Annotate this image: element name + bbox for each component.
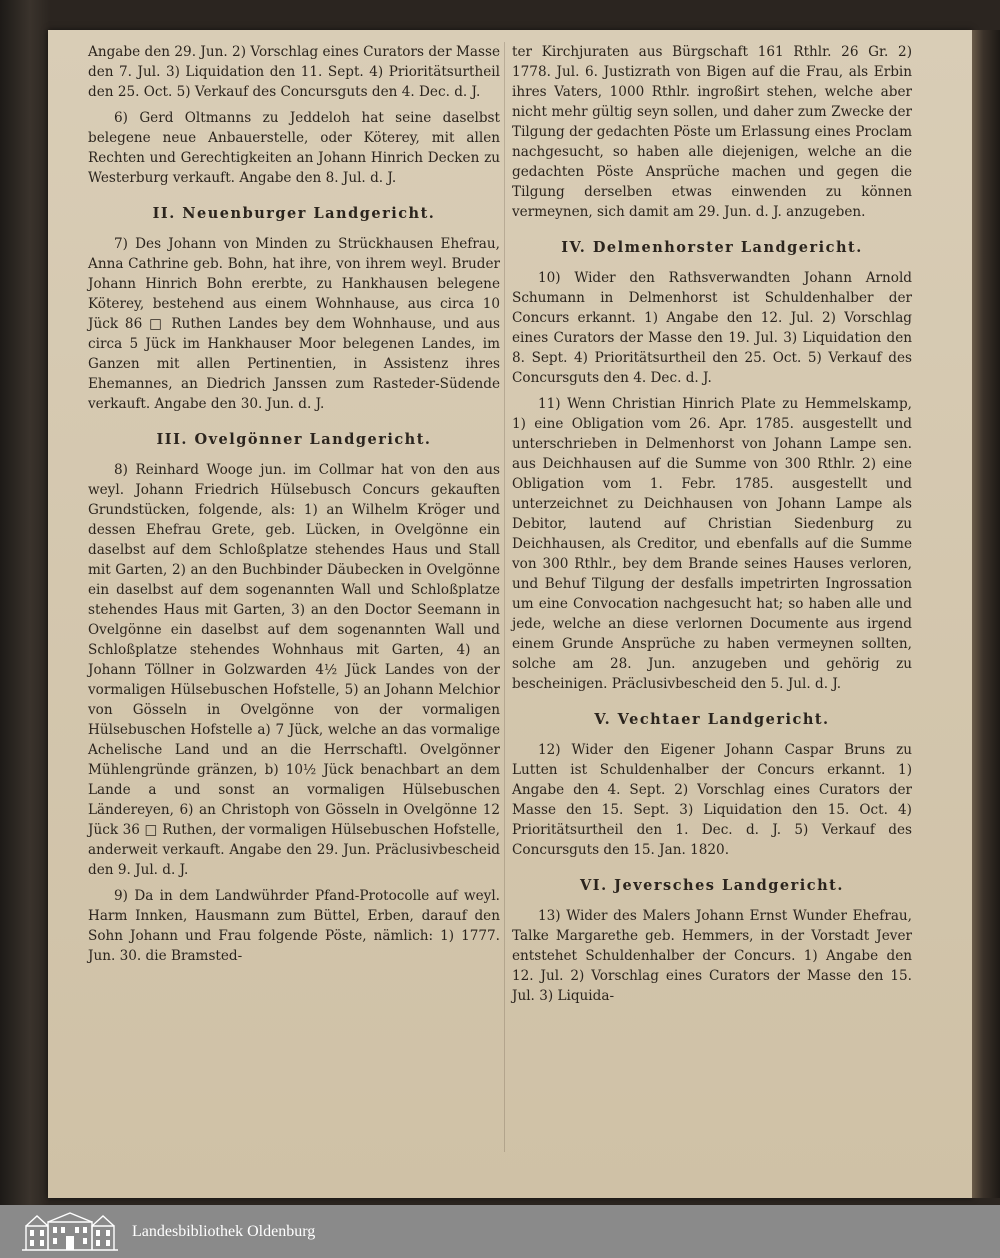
right-column xyxy=(512,42,912,1012)
paragraph: 9) Da in dem Landwührder Pfand-Protocolle auf weyl. Harm Innken, Hausmann zum Büttel, Erben, darauf den Sohn Johann und Frau folgende Pöste, nämlich: 1) 1777. Jun. 30. die Bramsted- xyxy=(88,888,500,964)
left-column xyxy=(88,42,500,972)
paragraph: 10) Wider den Rathsverwandten Johann Arnold Schumann in Delmenhorst ist Schuldenhalber der Concurs erkannt. 1) Angabe den 12. Jul. 2) Vorschlag eines Curators der Masse den 19. Jul. 3) Liquidation den 8. Sept. 4) Prioritätsurtheil den 25. Oct. 5) Verkauf des Concursguts den 4. Dec. d. J. xyxy=(512,270,912,386)
section-heading: IV. Delmenhorster Landgericht. xyxy=(561,239,863,256)
paragraph: 13) Wider des Malers Johann Ernst Wunder Ehefrau, Talke Margarethe geb. Hemmers, in der Vorstadt Jever entstehet Schuldenhalber der Concurs. 1) Angabe den 12. Jul. 2) Vorschlag eines Curators der Masse den 15. Jul. 3) Liquida- xyxy=(512,908,912,1004)
section-heading: II. Neuenburger Landgericht. xyxy=(152,205,436,222)
library-building-icon xyxy=(18,1210,122,1254)
book-spine-edge xyxy=(972,30,1000,1198)
section-heading: III. Ovelgönner Landgericht. xyxy=(156,431,432,448)
section-heading: V. Vechtaer Landgericht. xyxy=(594,711,830,728)
paragraph: ter Kirchjuraten aus Bürgschaft 161 Rthlr. 26 Gr. 2) 1778. Jul. 6. Justizrath von Bigen auf die Frau, als Erbin ihres Vaters, 1000 Rthlr. ingroßirt stehen, welche aber nicht mehr gültig seyn sollen, und daher zum Zwecke der Tilgung der gedachten Pöste um Erlassung eines Proclam nachgesucht, so haben alle diejenigen, welche an die gedachten Pöste Ansprüche machen und gegen die Tilgung derselben etwas einwenden zu können vermeynen, sich damit am 29. Jun. d. J. anzugeben. xyxy=(512,44,912,220)
paragraph: 11) Wenn Christian Hinrich Plate zu Hemmelskamp, 1) eine Obligation vom 26. Apr. 1785. ausgestellt und unterschrieben in Delmenhorst von Johann Lampe sen. aus Deichhausen auf die Summe von 300 Rthlr. 2) eine Obligation vom 1. Febr. 1785. ausgestellt und unterzeichnet zu Deichhausen von Johann Lampe als Debitor, lautend auf Christian Siedenburg zu Deichhausen, als Creditor, und ebenfalls auf die Summe von 300 Rthlr., bey dem Brande seines Hauses verloren, und Behuf Tilgung der desfalls impetrirten Ingrossation um eine Convocation nachgesucht hat; so haben alle und jede, welche an diese verlornen Documente aus irgend einem Grunde Ansprüche zu haben vermeynen sollten, solche am 28. Jun. anzugeben und gehörig zu bescheinigen. Präclusivbescheid den 5. Jul. d. J. xyxy=(512,396,912,692)
section-heading: VI. Jeversches Landgericht. xyxy=(580,877,844,894)
paragraph: 6) Gerd Oltmanns zu Jeddeloh hat seine daselbst belegene neue Anbauerstelle, oder Köterey, mit allen Rechten und Gerechtigkeiten an Johann Hinrich Decken zu Westerburg verkauft. Angabe den 8. Jul. d. J. xyxy=(88,110,500,186)
paragraph: 8) Reinhard Wooge jun. im Collmar hat von den aus weyl. Johann Friedrich Hülsebusch Concurs gekauften Grundstücken, folgende, als: 1) an Wilhelm Kröger und dessen Ehefrau Grete, geb. Lücken, in Ovelgönne ein daselbst auf dem Schloßplatze stehendes Haus und Stall mit Garten, 2) an den Buchbinder Däubecken in Ovelgönne ein daselbst auf dem sogenannten Wall und Schloßplatze stehendes Haus mit Garten, 3) an den Doctor Seemann in Ovelgönne ein daselbst auf dem sogenannten Wall und Schloßplatze stehendes Wohnhaus mit Garten, 4) an Johann Töllner in Golzwarden 4½ Jück Landes von der vormaligen Hülsebuschen Hofstelle, 5) an Johann Melchior von Gösseln in Ovelgönne von der vormaligen Hülsebuschen Hofstelle a) 7 Jück, welche an das vormalige Achelische Land und an die Herrschaftl. Ovelgönner Mühlengründe gränzen, b) 10½ Jück benachbart an dem Lande a und sonst an vormaligen Hülsebuschen Ländereyen, 6) an Christoph von Gösseln in Ovelgönne 12 Jück 36 □ Ruthen, der vormaligen Hülsebuschen Hofstelle, anderweit verkauft. Angabe den 29. Jun. Präclusivbescheid den 9. Jul. d. J. xyxy=(88,462,500,878)
column-divider xyxy=(504,42,505,1152)
paragraph: Angabe den 29. Jun. 2) Vorschlag eines Curators der Masse den 7. Jul. 3) Liquidation den 11. Sept. 4) Prioritätsurtheil den 25. Oct. 5) Verkauf des Concursguts den 4. Dec. d. J. xyxy=(88,44,500,100)
library-name: Landesbibliothek Oldenburg xyxy=(132,1222,316,1240)
paragraph: 7) Des Johann von Minden zu Strückhausen Ehefrau, Anna Cathrine geb. Bohn, hat ihre, von ihrem weyl. Bruder Johann Hinrich Bohn ererbte, zu Hankhausen belegene Köterey, bestehend aus einem Wohnhause, aus circa 10 Jück 86 □ Ruthen Landes bey dem Wohnhause, und aus circa 5 Jück im Hankhauser Moor belegenen Landes, im Ganzen mit allen Pertinentien, in Assistenz ihres Ehemannes, an Diedrich Janssen zum Rasteder-Südende verkauft. Angabe den 30. Jun. d. J. xyxy=(88,236,500,412)
paragraph: 12) Wider den Eigener Johann Caspar Bruns zu Lutten ist Schuldenhalber der Concurs erkannt. 1) Angabe den 4. Sept. 2) Vorschlag eines Curators der Masse den 15. Sept. 3) Liquidation den 15. Oct. 4) Prioritätsurtheil den 1. Dec. d. J. 5) Verkauf des Concursguts den 15. Jan. 1820. xyxy=(512,742,912,858)
library-footer-bar xyxy=(0,1205,1000,1258)
